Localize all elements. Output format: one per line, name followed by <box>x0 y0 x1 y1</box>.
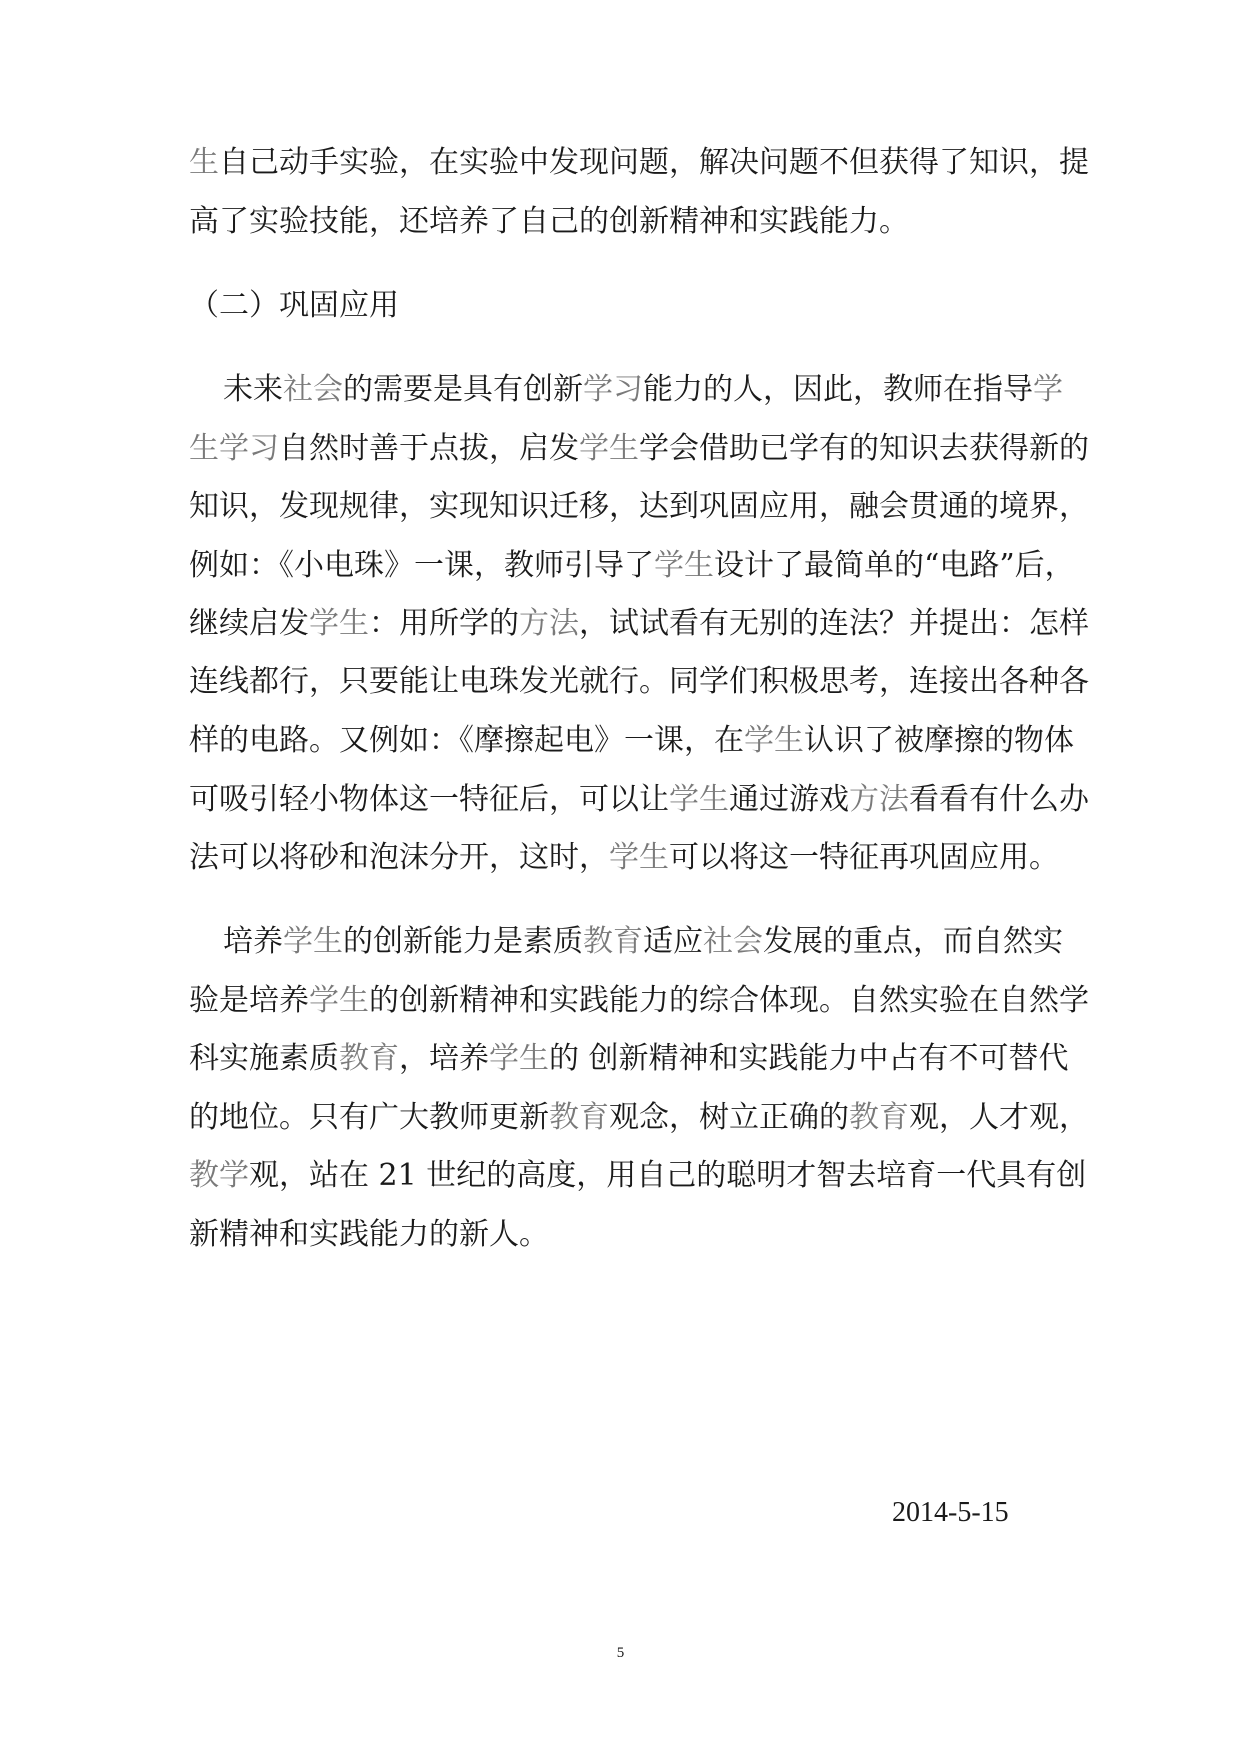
page-number: 5 <box>616 1645 625 1661</box>
keyword-text: 教育 <box>549 1100 609 1135</box>
body-text: 的创新精神和实践能力的综合体现。自然实验在自然学 <box>369 983 1089 1018</box>
keyword-text: 学生 <box>609 840 669 875</box>
keyword-text: 方法 <box>849 782 909 817</box>
body-text: 连线都行，只要能让电珠发光就行。同学们积极思考，连接出各种各 <box>189 664 1089 699</box>
keyword-text: 教育 <box>339 1041 399 1076</box>
body-text: 看看有什么办 <box>909 782 1089 817</box>
paragraph-line <box>189 143 1089 183</box>
body-text: 高了实验技能，还培养了自己的创新精神和实践能力。 <box>189 204 909 239</box>
body-text: 法可以将砂和泡沫分开，这时， <box>189 840 609 875</box>
body-text: 知识，发现规律，实现知识迁移，达到巩固应用，融会贯通的境界， <box>189 489 1089 524</box>
paragraph-line <box>189 1039 1069 1079</box>
paragraph-line <box>189 487 1089 527</box>
keyword-text: 学生 <box>309 983 369 1018</box>
body-text: 的地位。只有广大教师更新 <box>189 1100 549 1135</box>
keyword-text: 社会 <box>283 372 343 407</box>
keyword-text: 教育 <box>849 1100 909 1135</box>
body-text: 观，人才观， <box>909 1100 1089 1135</box>
body-text: 发展的重点，而自然实 <box>763 924 1063 959</box>
paragraph-line <box>223 922 1063 962</box>
paragraph-line <box>189 1215 1059 1255</box>
body-text: 可吸引轻小物体这一特征后，可以让 <box>189 782 669 817</box>
body-text: 培养 <box>223 924 283 959</box>
body-text: ：用所学的 <box>369 606 519 641</box>
body-text: 通过游戏 <box>729 782 849 817</box>
body-text: 未来 <box>223 372 283 407</box>
keyword-text: 学生 <box>654 548 714 583</box>
keyword-text: 生学习 <box>189 431 279 466</box>
keyword-text: 学生 <box>579 431 639 466</box>
body-text: 的需要是具有创新 <box>343 372 583 407</box>
document-date: 2014-5-15 <box>892 1497 1009 1528</box>
body-text: 适应 <box>643 924 703 959</box>
paragraph-line <box>223 370 1063 410</box>
body-text: 能力的人，因此，教师在指导 <box>643 372 1033 407</box>
body-text: 样的电路。又例如：《摩擦起电》一课，在 <box>189 723 744 758</box>
body-text: 继续启发 <box>189 606 309 641</box>
paragraph-line <box>189 202 1059 242</box>
section-heading: （二）巩固应用 <box>189 288 399 323</box>
body-text: 观，站在 21 世纪的高度，用自己的聪明才智去培育一代具有创 <box>249 1158 1087 1193</box>
paragraph-line <box>189 838 1059 878</box>
body-text: 例如：《小电珠》一课，教师引导了 <box>189 548 654 583</box>
paragraph-line <box>189 429 1089 469</box>
paragraph-line <box>189 780 1089 820</box>
paragraph-line <box>189 546 1075 586</box>
keyword-text: 方法 <box>519 606 579 641</box>
keyword-text: 社会 <box>703 924 763 959</box>
body-text: 认识了被摩擦的物体 <box>804 723 1074 758</box>
keyword-text: 学生 <box>309 606 369 641</box>
keyword-text: 学生 <box>489 1041 549 1076</box>
paragraph-line <box>189 721 1074 761</box>
paragraph-line <box>189 1098 1089 1138</box>
body-text: 科实施素质 <box>189 1041 339 1076</box>
keyword-text: 学生 <box>283 924 343 959</box>
paragraph-line <box>189 981 1089 1021</box>
paragraph-line <box>189 604 1089 644</box>
body-text: 的 创新精神和实践能力中占有不可替代 <box>549 1041 1069 1076</box>
body-text: ，培养 <box>399 1041 489 1076</box>
body-text: 自然时善于点拔，启发 <box>279 431 579 466</box>
body-text: 验是培养 <box>189 983 309 1018</box>
body-text: 观念，树立正确的 <box>609 1100 849 1135</box>
body-text: 自己动手实验，在实验中发现问题，解决问题不但获得了知识，提 <box>219 145 1089 180</box>
paragraph-line <box>189 662 1089 702</box>
keyword-text: 学 <box>1033 372 1063 407</box>
body-text: 新精神和实践能力的新人。 <box>189 1217 549 1252</box>
keyword-text: 教育 <box>583 924 643 959</box>
keyword-text: 教学 <box>189 1158 249 1193</box>
body-text: 设计了最简单的“电路”后， <box>714 548 1075 583</box>
keyword-text: 生 <box>189 145 219 180</box>
paragraph-line <box>189 1156 1087 1196</box>
body-text: ，试试看有无别的连法？并提出：怎样 <box>579 606 1089 641</box>
keyword-text: 学生 <box>669 782 729 817</box>
keyword-text: 学生 <box>744 723 804 758</box>
keyword-text: 学习 <box>583 372 643 407</box>
body-text: 学会借助已学有的知识去获得新的 <box>639 431 1089 466</box>
body-text: 可以将这一特征再巩固应用。 <box>669 840 1059 875</box>
body-text: 的创新能力是素质 <box>343 924 583 959</box>
